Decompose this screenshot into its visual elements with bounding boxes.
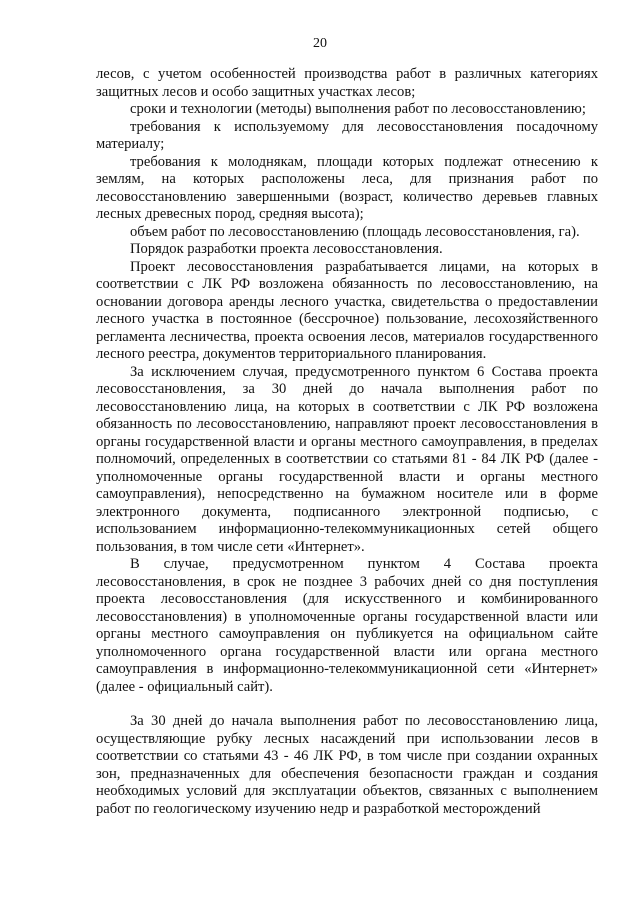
paragraph: В случае, предусмотренном пунктом 4 Состава проекта лесовосстановления, в срок не позднее 3 рабочих дней со дня поступления проекта лесовосстановления (для искусственного и комбинированного лесовосстановления) в уполномоченные органы государственной власти или органы местного самоуправления он публикуется на официальном сайте уполномоченного органа государственной власти или органа местного самоуправления в информационно-телекоммуникационной сети «Интернет» (далее - официальный сайт).	[96, 556, 598, 695]
paragraph: требования к молоднякам, площади которых подлежат отнесению к землям, на которых расположены леса, для признания работ по лесовосстановлению завершенными (возраст, количество деревьев главных лесных древесных пород, средняя высота);	[96, 153, 598, 222]
paragraph: сроки и технологии (методы) выполнения работ по лесовосстановлению;	[130, 101, 586, 117]
page-number: 20	[313, 36, 327, 51]
paragraph: Проект лесовосстановления разрабатывается лицами, на которых в соответствии с ЛК РФ возложена обязанность по лесовосстановлению, на основании договора аренды лесного участка, свидетельства о предоставлении лесного участка в постоянное (бессрочное) пользование, лесохозяйственного регламента лесничества, проекта освоения лесов, материалов государственного лесного реестра, документов территориального планирования.	[96, 258, 598, 362]
paragraph: лесов, с учетом особенностей производства работ в различных категориях защитных лесов и особо защитных участках лесов;	[96, 66, 598, 100]
paragraph: За исключением случая, предусмотренного пунктом 6 Состава проекта лесовосстановления, за 30 дней до начала выполнения работ по лесовосстановлению лица, на которых в соответствии с ЛК РФ возложена обязанность по лесовосстановлению, направляют проект лесовосстановления в органы государственной власти и органы местного самоуправления, в пределах полномочий, определенных в соответствии со статьями 81 - 84 ЛК РФ (далее - уполномоченные органы государственной власти и органы местного самоуправления), непосредственно на бумажном носителе или в форме электронного документа, подписанного электронной подписью, с использованием информационно-телекоммуникационных сетей общего пользования, в том числе сети «Интернет».	[96, 363, 598, 555]
paragraph: объем работ по лесовосстановлению (площадь лесовосстановления, га).	[130, 223, 580, 240]
paragraph: требования к используемому для лесовосстановления посадочному материалу;	[96, 118, 598, 152]
paragraph: За 30 дней до начала выполнения работ по лесовосстановлению лица, осуществляющие рубку лесных насаждений при использовании лесов в соответствии со статьями 43 - 46 ЛК РФ, в том числе при создании охранных зон, предназначенных для обеспечения безопасности граждан и создания необходимых условий для эксплуатации объектов, связанных с выполнением работ по геологическому изучению недр и разработкой месторождений	[96, 713, 598, 817]
document-body	[96, 66, 598, 818]
paragraph: Порядок разработки проекта лесовосстановления.	[130, 241, 443, 257]
